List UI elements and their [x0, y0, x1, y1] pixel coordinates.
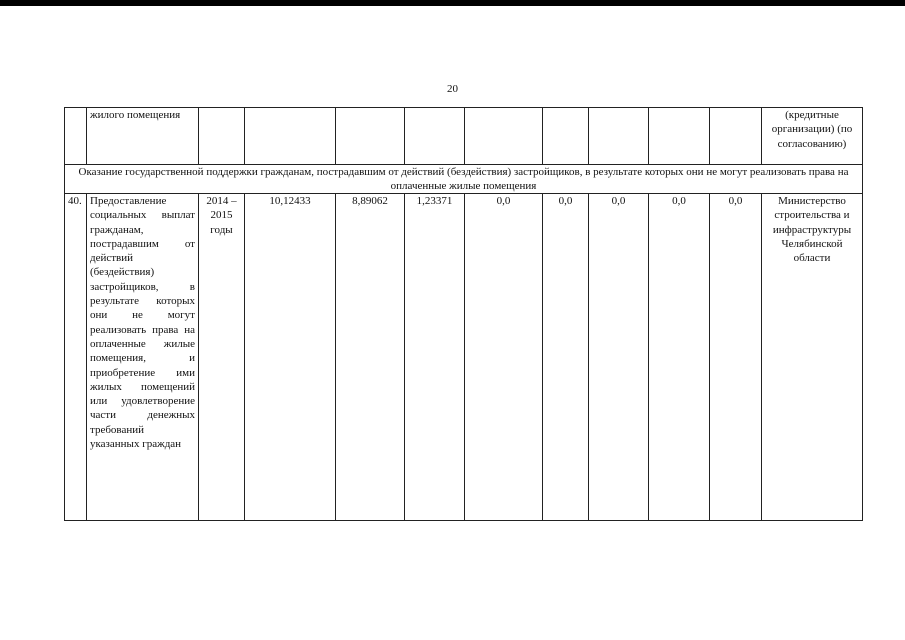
- cell-value: 8,89062: [336, 194, 405, 521]
- cell-value: 10,12433: [245, 194, 336, 521]
- cell-period: [199, 108, 245, 165]
- cell-value: [405, 108, 465, 165]
- top-border-bar: [0, 0, 905, 6]
- cell-value: 0,0: [543, 194, 589, 521]
- cell-value: [710, 108, 762, 165]
- cell-value: [336, 108, 405, 165]
- cell-value: 0,0: [589, 194, 649, 521]
- cell-name: Предоставление социальных выплат гражданам, пострадавшим от действий (бездействия) застройщиков, в результате которых они не могут реализовать права на оплаченные жилые помещения, и приобретение ими жилых помещений или удовлетворение части денежных требований указанных граждан: [87, 194, 199, 521]
- program-table: [64, 107, 863, 521]
- cell-name: жилого помещения: [87, 108, 199, 165]
- table-row: [65, 194, 863, 521]
- cell-period: 2014 – 2015 годы: [199, 194, 245, 521]
- cell-value: 0,0: [710, 194, 762, 521]
- cell-value: 0,0: [465, 194, 543, 521]
- cell-value: 1,23371: [405, 194, 465, 521]
- table-section-row: [65, 165, 863, 194]
- page-number: 20: [447, 83, 458, 95]
- cell-number: [65, 108, 87, 165]
- section-title: Оказание государственной поддержки гражданам, пострадавшим от действий (бездействия) застройщиков, в результате которых они не могут реализовать права на оплаченные жилые помещения: [65, 165, 863, 194]
- table-row-continued: [65, 108, 863, 165]
- cell-value: [589, 108, 649, 165]
- cell-executor: (кредитные организации) (по согласованию): [762, 108, 863, 165]
- cell-value: [649, 108, 710, 165]
- cell-value: [245, 108, 336, 165]
- cell-number: 40.: [65, 194, 87, 521]
- cell-value: [543, 108, 589, 165]
- cell-value: 0,0: [649, 194, 710, 521]
- cell-executor: Министерство строительства и инфраструктуры Челябинской области: [762, 194, 863, 521]
- cell-value: [465, 108, 543, 165]
